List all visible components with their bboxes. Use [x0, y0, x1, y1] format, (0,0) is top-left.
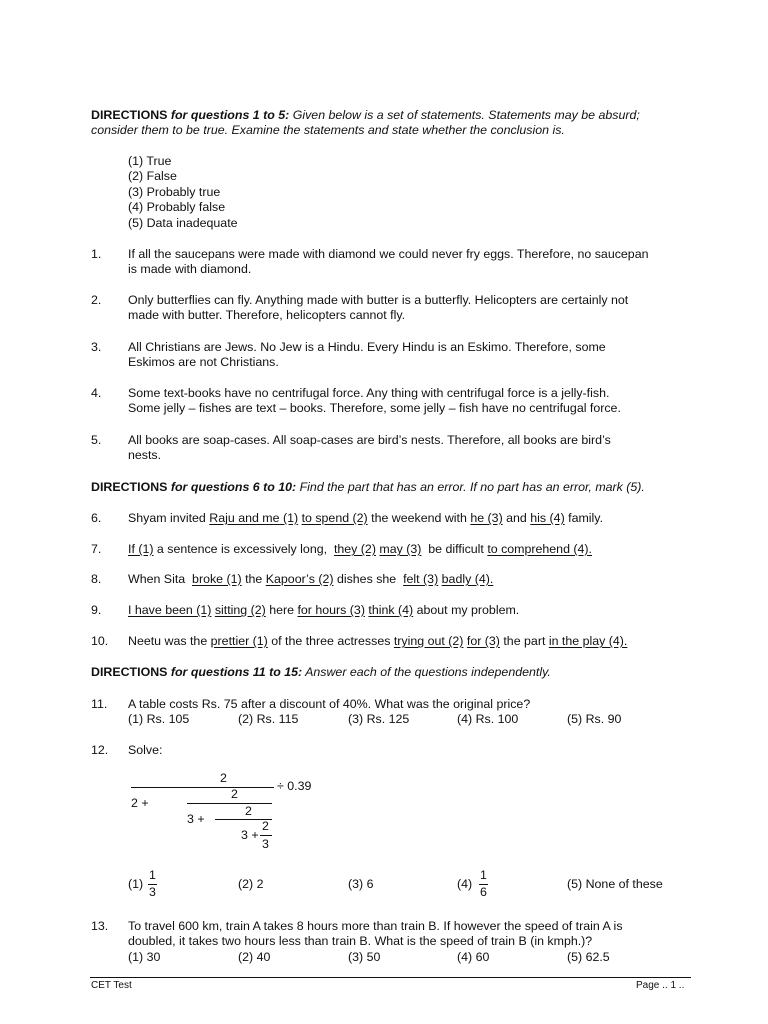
answer-option-1: (1) Rs. 105 — [128, 712, 190, 726]
question-10 — [128, 634, 627, 649]
sentence-part-1: Raju and me (1) — [209, 511, 299, 525]
question-line: Some text-books have no centrifugal force. Any thing with centrifugal force is a jelly-fish. — [128, 386, 610, 400]
directions-lead: DIRECTIONS — [91, 108, 168, 122]
option-1: (1) True — [128, 154, 172, 168]
sentence-text: When Sita — [128, 572, 193, 586]
sentence-part-4: his (4) — [530, 511, 565, 525]
question-line: is made with diamond. — [128, 262, 252, 277]
question-4 — [128, 386, 621, 417]
sentence-text: the weekend with — [367, 511, 471, 525]
fraction-numerator: 2 — [262, 819, 269, 833]
option-label: (1) — [128, 877, 144, 891]
sentence-text: Shyam invited — [128, 511, 210, 525]
fraction-bar — [187, 803, 272, 804]
question-number: 4. — [91, 386, 102, 400]
question-number: 8. — [91, 572, 102, 586]
directions-range: for questions 6 to 10: — [167, 480, 297, 494]
question-line: Only butterflies can fly. Anything made with butter is a butterfly. Helicopters are certainly not — [128, 293, 629, 307]
sentence-part-3: felt (3) — [403, 572, 439, 586]
sentence-part-2: trying out (2) — [393, 634, 464, 648]
option-label: (4) — [457, 877, 473, 891]
answer-option-4: (4) Rs. 100 — [457, 712, 519, 726]
question-line: All Christians are Jews. No Jew is a Hindu. Every Hindu is an Eskimo. Therefore, some — [128, 340, 606, 354]
footer-rule — [90, 977, 691, 978]
sentence-part-2: sitting (2) — [214, 603, 266, 617]
question-number: 7. — [91, 542, 102, 556]
question-line: All books are soap-cases. All soap-cases are bird’s nests. Therefore, all books are bird’s — [128, 433, 611, 447]
answer-option-1 — [128, 877, 143, 892]
question-12: Solve: — [128, 743, 163, 757]
fraction-denominator: 3 — [262, 837, 269, 851]
sentence-text: about my problem. — [413, 603, 520, 617]
sentence-part-3: may (3) — [379, 542, 422, 556]
sentence-part-2: they (2) — [333, 542, 376, 556]
option-3: (3) Probably true — [128, 185, 221, 199]
option-2: (2) False — [128, 169, 177, 183]
answer-option-2: (2) 40 — [238, 950, 271, 964]
directions-1-line2: consider them to be true. Examine the statements and state whether the conclusion is. — [91, 123, 565, 137]
question-8 — [128, 572, 493, 587]
question-2 — [128, 293, 628, 324]
question-6 — [128, 511, 603, 526]
question-line: Some jelly – fishes are text – books. Therefore, some jelly – fish have no centrifugal force. — [128, 401, 621, 416]
answer-option-3: (3) 6 — [348, 877, 374, 891]
fraction-term: 2 + — [131, 796, 149, 810]
sentence-part-3: for (3) — [466, 634, 500, 648]
option-fraction-numerator: 1 — [480, 868, 487, 882]
question-number: 13. — [91, 919, 109, 933]
sentence-text: the — [241, 572, 266, 586]
sentence-part-4: to comprehend (4). — [487, 542, 592, 556]
option-5: (5) Data inadequate — [128, 216, 238, 230]
directions-lead: DIRECTIONS — [91, 665, 168, 679]
directions-text: Given below is a set of statements. Statements may be absurd; — [289, 108, 640, 122]
sentence-text: be difficult — [421, 542, 488, 556]
directions-1 — [91, 108, 640, 123]
footer-left: CET Test — [91, 980, 132, 991]
sentence-part-4: badly (4). — [441, 572, 494, 586]
divide-expression: ÷ 0.39 — [277, 779, 312, 793]
sentence-part-3: he (3) — [470, 511, 503, 525]
fraction-bar — [260, 835, 272, 836]
question-number: 11. — [91, 697, 108, 711]
sentence-part-2: to spend (2) — [301, 511, 368, 525]
question-number: 9. — [91, 603, 102, 617]
question-1 — [128, 247, 648, 278]
question-line: made with butter. Therefore, helicopters cannot fly. — [128, 308, 406, 323]
fraction-numerator: 2 — [245, 804, 252, 818]
option-fraction-denominator: 3 — [149, 885, 156, 899]
sentence-part-1: prettier (1) — [210, 634, 268, 648]
sentence-part-1: broke (1) — [192, 572, 242, 586]
directions-text: Find the part that has an error. If no part has an error, mark (5). — [296, 480, 645, 494]
question-number: 1. — [91, 247, 102, 261]
sentence-text: here — [265, 603, 298, 617]
question-number: 10. — [91, 634, 109, 648]
question-line: nests. — [128, 448, 162, 463]
question-number: 12. — [91, 743, 109, 757]
answer-option-3: (3) 50 — [348, 950, 381, 964]
answer-option-5: (5) 62.5 — [567, 950, 610, 964]
question-number: 5. — [91, 433, 102, 447]
fraction-bar — [131, 787, 274, 788]
question-number: 6. — [91, 511, 102, 525]
question-7 — [128, 542, 592, 557]
answer-option-1: (1) 30 — [128, 950, 161, 964]
sentence-text: and — [502, 511, 531, 525]
answer-option-3: (3) Rs. 125 — [348, 712, 410, 726]
option-fraction-denominator: 6 — [480, 885, 487, 899]
answer-option-5: (5) Rs. 90 — [567, 712, 622, 726]
question-line: Eskimos are not Christians. — [128, 355, 279, 370]
directions-range: for questions 11 to 15: — [167, 665, 303, 679]
question-5 — [128, 433, 611, 464]
question-line: If all the saucepans were made with diamond we could never fry eggs. Therefore, no saucepan — [128, 247, 649, 261]
directions-3 — [91, 665, 551, 680]
question-number: 3. — [91, 340, 102, 354]
fraction-term: 3 + — [187, 812, 205, 826]
sentence-part-2: Kapoor’s (2) — [265, 572, 334, 586]
answer-option-4 — [457, 877, 472, 892]
question-9 — [128, 603, 519, 618]
question-13 — [128, 919, 623, 950]
answer-option-2: (2) 2 — [238, 877, 264, 891]
question-number: 2. — [91, 293, 102, 307]
sentence-text: a sentence is excessively long, — [153, 542, 334, 556]
sentence-part-1: I have been (1) — [128, 603, 212, 617]
sentence-part-4: in the play (4). — [548, 634, 628, 648]
question-line: doubled, it takes two hours less than train B. What is the speed of train B (in kmph.)? — [128, 934, 593, 949]
sentence-part-4: think (4) — [368, 603, 414, 617]
question-line: To travel 600 km, train A takes 8 hours more than train B. If however the speed of train A is — [128, 919, 623, 933]
sentence-text: Neetu was the — [128, 634, 211, 648]
fraction-numerator: 2 — [220, 771, 227, 785]
answer-option-4: (4) 60 — [457, 950, 490, 964]
question-11: A table costs Rs. 75 after a discount of 40%. What was the original price? — [128, 697, 531, 711]
sentence-text: family. — [564, 511, 604, 525]
fraction-numerator: 2 — [231, 787, 238, 801]
option-4: (4) Probably false — [128, 200, 226, 214]
directions-text: Answer each of the questions independently. — [302, 665, 551, 679]
sentence-text: dishes she — [333, 572, 404, 586]
directions-range: for questions 1 to 5: — [167, 108, 290, 122]
fraction-term: 3 + — [241, 828, 259, 842]
sentence-part-3: for hours (3) — [297, 603, 365, 617]
directions-lead: DIRECTIONS — [91, 480, 168, 494]
option-fraction-numerator: 1 — [149, 868, 156, 882]
question-3 — [128, 340, 606, 371]
page-number: Page .. 1 .. — [636, 980, 685, 991]
directions-2 — [91, 480, 645, 495]
sentence-text: of the three actresses — [267, 634, 394, 648]
answer-option-2: (2) Rs. 115 — [238, 712, 299, 726]
answer-option-5: (5) None of these — [567, 877, 663, 891]
sentence-part-1: If (1) — [128, 542, 154, 556]
sentence-text: the part — [499, 634, 549, 648]
